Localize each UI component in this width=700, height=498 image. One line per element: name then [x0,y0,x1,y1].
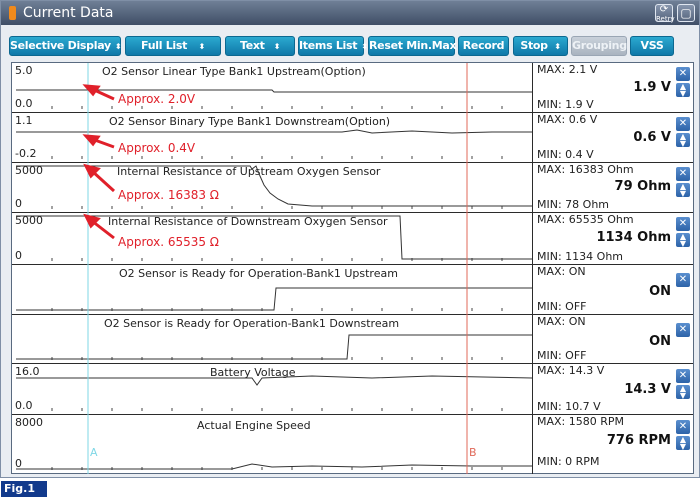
max-value: MAX: ON [537,315,586,328]
y-axis-max: 5000 [15,164,43,177]
graph-title: Battery Voltage [210,366,296,379]
vss-label: VSS [640,39,664,52]
items-list-label: Items List [299,39,358,52]
cursor-a-label: A [90,446,98,459]
stop-dropdown[interactable] [513,36,568,56]
close-icon: ✕ [678,421,688,432]
annotation-arrows [86,86,114,238]
y-axis-min: 0.0 [15,399,33,412]
y-axis-max: 16.0 [15,365,40,378]
trace-o2-binary [16,130,532,133]
current-value: 776 RPM [606,433,671,448]
updown-icon: ⬍ [114,42,122,51]
trace-ready-upstream [16,288,532,310]
min-value: MIN: 0.4 V [537,148,594,161]
record-label: Record [462,39,505,52]
max-value: MAX: 1580 RPM [537,415,625,428]
min-value: MIN: 78 Ohm [537,198,610,211]
annotation-text: Approx. 16383 Ω [118,188,219,202]
y-axis-min: 0 [15,197,22,210]
min-value: MIN: 1134 Ohm [537,250,624,263]
window-maximize-button[interactable] [677,4,695,22]
y-axis-max: 5.0 [15,64,33,77]
min-value: MIN: 1.9 V [537,98,594,111]
retry-icon: ⟳ [659,4,669,15]
grouping-button[interactable] [571,36,627,56]
retry-button[interactable] [655,4,673,22]
annotation-text: Approx. 65535 Ω [118,235,219,249]
min-value: MIN: OFF [537,349,587,362]
current-value: ON [649,334,671,349]
max-value: MAX: 16383 Ohm [537,163,634,176]
close-icon: ✕ [678,324,688,335]
max-value: MAX: 0.6 V [537,113,598,126]
window-title: Current Data [23,5,114,21]
y-axis-min: 0.0 [15,97,33,110]
min-value: MIN: OFF [537,300,587,313]
graph-title: Internal Resistance of Upstream Oxygen Sensor [117,165,381,178]
current-value: 14.3 V [624,382,671,397]
reset-minmax-label: Reset Min.Max [369,39,457,52]
max-value: MAX: 65535 Ohm [537,213,634,226]
current-value: 0.6 V [633,130,671,145]
y-axis-max: 5000 [15,214,43,227]
updown-icon: ▲ ▼ [679,182,687,198]
stop-label: Stop [520,39,548,52]
grouping-label: Grouping [572,39,627,52]
min-value: MIN: 0 RPM [537,455,600,468]
y-axis-min: 0 [15,249,22,262]
data-graph-panel [11,62,694,474]
updown-icon: ▲ ▼ [679,82,687,98]
signal-traces [16,90,532,469]
retry-label: Retry [656,15,675,23]
figure-label: Fig.1 [1,481,47,497]
graph-title: Actual Engine Speed [197,419,311,432]
title-marker-icon [9,6,16,20]
current-value: 1134 Ohm [596,230,671,245]
current-value: ON [649,284,671,299]
trace-battery [16,376,532,385]
y-axis-max: 1.1 [15,114,33,127]
current-value: 1.9 V [633,80,671,95]
graph-title: O2 Sensor Binary Type Bank1 Downstream(Option) [109,115,391,128]
full-list-label: Full List [141,39,188,52]
vss-button[interactable] [630,36,674,56]
max-value: MAX: ON [537,265,586,278]
selective-display-dropdown[interactable] [9,36,121,56]
title-bar [1,1,699,25]
current-value: 79 Ohm [614,179,671,194]
graph-title: Internal Resistance of Downstream Oxygen Sensor [108,215,388,228]
updown-icon: ▲ ▼ [679,384,687,400]
close-icon: ✕ [678,370,688,381]
updown-icon: ▲ ▼ [679,435,687,451]
graph-title: O2 Sensor is Ready for Operation-Bank1 Downstream [104,317,400,330]
close-icon: ✕ [678,168,688,179]
annotation-text: Approx. 2.0V [118,92,196,106]
updown-icon: ⬍ [361,42,368,51]
reset-minmax-button[interactable] [368,36,455,56]
selective-display-label: Selective Display [10,39,111,52]
trace-ready-downstream [16,335,532,359]
max-value: MAX: 14.3 V [537,364,605,377]
y-axis-min: 0 [15,457,22,470]
record-button[interactable] [458,36,509,56]
full-list-dropdown[interactable] [125,36,221,56]
cursor-b-label: B [469,446,477,459]
text-label: Text [239,39,265,52]
max-value: MAX: 2.1 V [537,63,598,76]
updown-icon: ▲ ▼ [679,232,687,248]
items-list-dropdown[interactable] [298,36,368,56]
y-axis-min: -0.2 [15,147,37,160]
close-icon: ✕ [678,68,688,79]
annotation-text: Approx. 0.4V [118,141,196,155]
text-dropdown[interactable] [225,36,295,56]
y-axis-max: 8000 [15,416,43,429]
window-icon: ▢ [680,6,692,20]
close-icon: ✕ [678,274,688,285]
graph-overlay [12,63,693,474]
min-value: MIN: 10.7 V [537,400,601,413]
close-icon: ✕ [678,118,688,129]
updown-icon: ⬍ [268,42,281,51]
updown-icon: ⬍ [551,42,561,51]
graph-title: O2 Sensor is Ready for Operation-Bank1 Upstream [119,267,398,280]
updown-icon: ⬍ [191,42,205,51]
toolbar [1,30,699,56]
trace-engine-speed [16,464,532,469]
close-icon: ✕ [678,218,688,229]
arrow-icon [92,171,114,191]
updown-icon: ▲ ▼ [679,132,687,148]
graph-title: O2 Sensor Linear Type Bank1 Upstream(Option) [102,65,366,78]
